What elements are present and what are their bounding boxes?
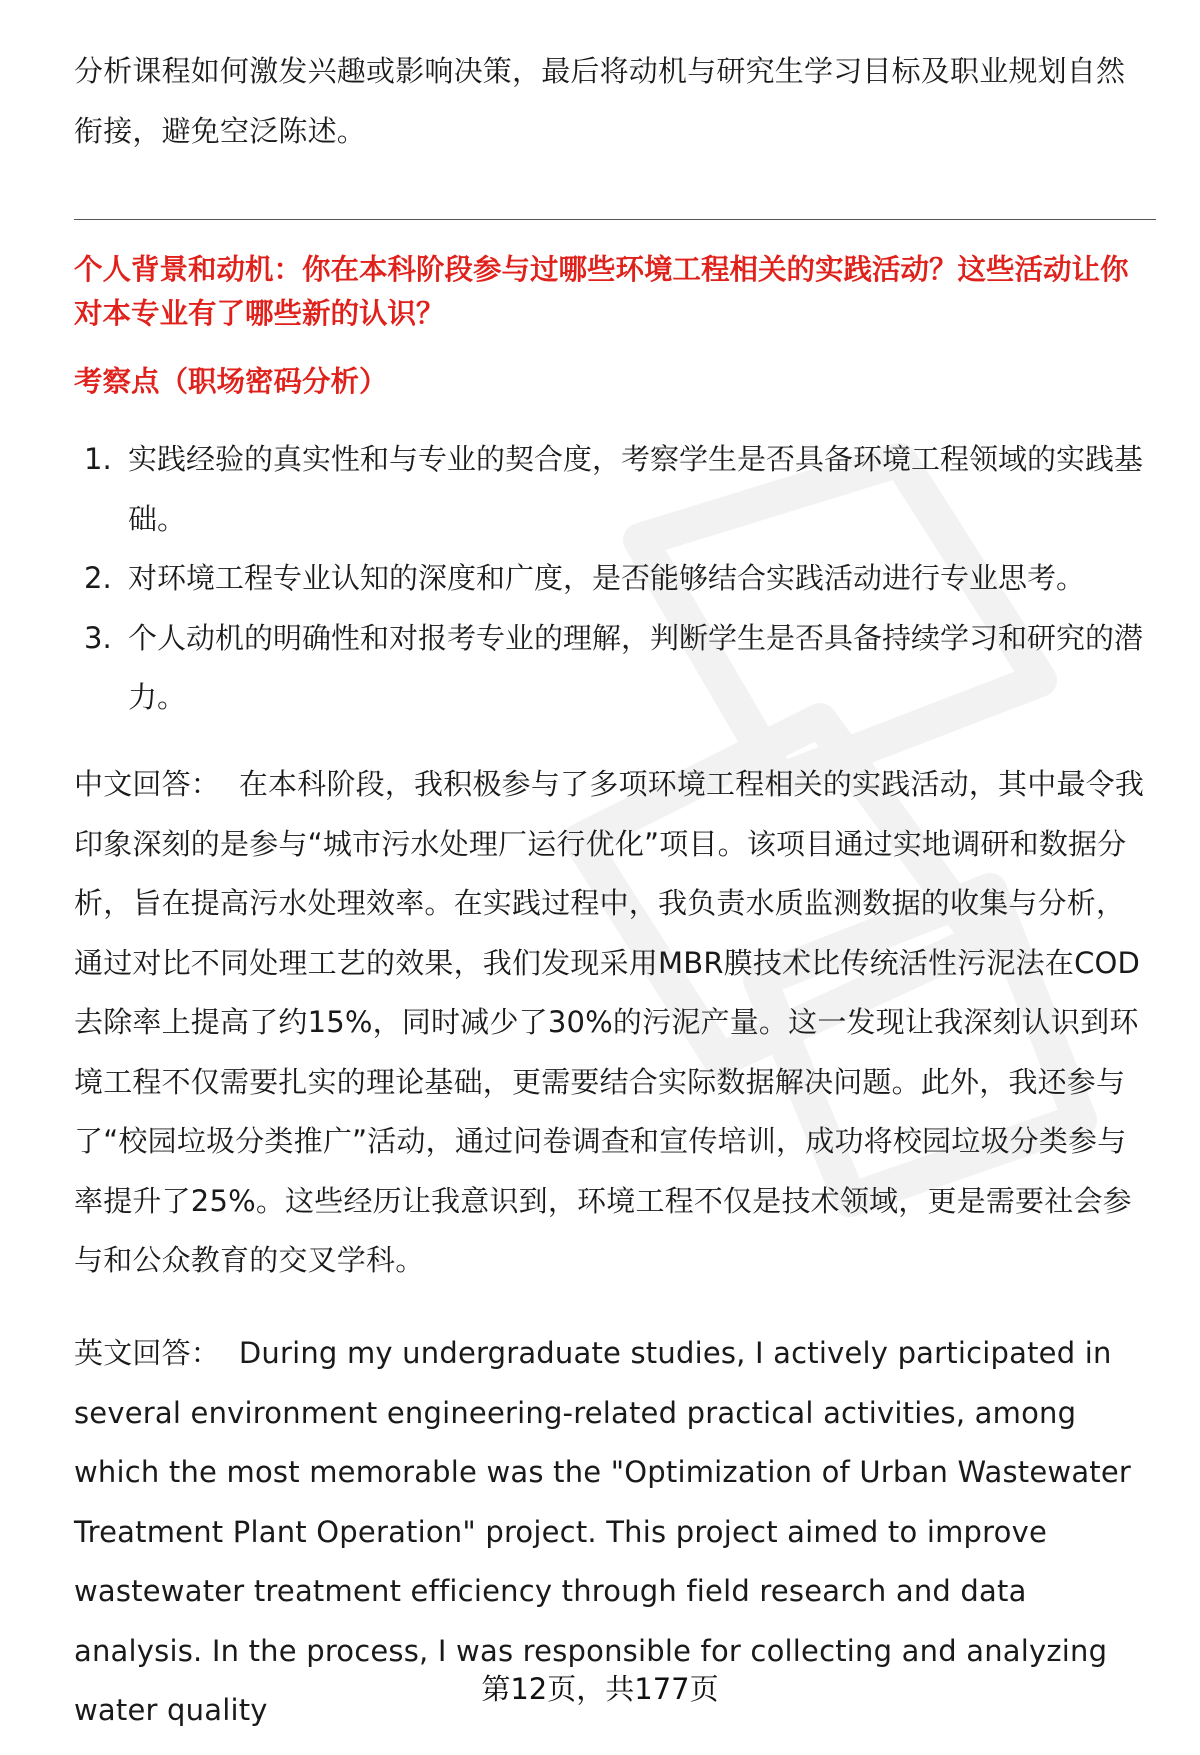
list-item bbox=[84, 430, 1154, 549]
answer-chinese-label: 中文回答： bbox=[74, 767, 221, 801]
answer-chinese bbox=[74, 755, 1154, 1291]
list-item-text: 实践经验的真实性和与专业的契合度，考察学生是否具备环境工程领域的实践基础。 bbox=[128, 442, 1144, 536]
question-title: 个人背景和动机：你在本科阶段参与过哪些环境工程相关的实践活动？这些活动让你对本专业有了哪些新的认识？ bbox=[74, 253, 1129, 330]
list-number: 2. bbox=[84, 561, 112, 595]
answer-english-label: 英文回答： bbox=[74, 1336, 221, 1370]
list-number: 1. bbox=[84, 442, 112, 476]
list-item bbox=[84, 549, 1154, 609]
list-number: 3. bbox=[84, 620, 112, 655]
list-item bbox=[84, 609, 1154, 728]
list-item-text: 对环境工程专业认知的深度和广度，是否能够结合实践活动进行专业思考。 bbox=[128, 561, 1086, 595]
answer-english-text: During my undergraduate studies, I actively participated in several environment engineering-related practical activities, among which the most memorable was the "Optimization of Urban Wastewater Treatment Plant Operation" project. This project aimed to improve wastewater treatment efficiency through field research and data analysis. In the process, I was responsible for collecting and analyzing water quality bbox=[74, 1336, 1132, 1727]
answer-chinese-text: 在本科阶段，我积极参与了多项环境工程相关的实践活动，其中最令我印象深刻的是参与“城市污水处理厂运行优化”项目。该项目通过实地调研和数据分析，旨在提高污水处理效率。在实践过程中，我负责水质监测数据的收集与分析，通过对比不同处理工艺的效果，我们发现采用MBR膜技术比传统活性污泥法在COD去除率上提高了约15%，同时减少了30%的污泥产量。这一发现让我深刻认识到环境工程不仅需要扎实的理论基础，更需要结合实际数据解决问题。此外，我还参与了“校园垃圾分类推广”活动，通过问卷调查和宣传培训，成功将校园垃圾分类参与率提升了25%。这些经历让我意识到，环境工程不仅是技术领域，更是需要社会参与和公众教育的交叉学科。 bbox=[74, 767, 1145, 1277]
intro-continuation: 分析课程如何激发兴趣或影响决策，最后将动机与研究生学习目标及职业规划自然衔接，避免空泛陈述。 bbox=[74, 54, 1126, 148]
list-item-text: 个人动机的明确性和对报考专业的理解，判断学生是否具备持续学习和研究的潜力。 bbox=[128, 620, 1144, 714]
page-number: 第12页，共177页 bbox=[481, 1672, 719, 1706]
section-divider bbox=[74, 219, 1156, 220]
assessment-list bbox=[84, 430, 1154, 728]
assessment-heading: 考察点（职场密码分析） bbox=[74, 365, 388, 398]
